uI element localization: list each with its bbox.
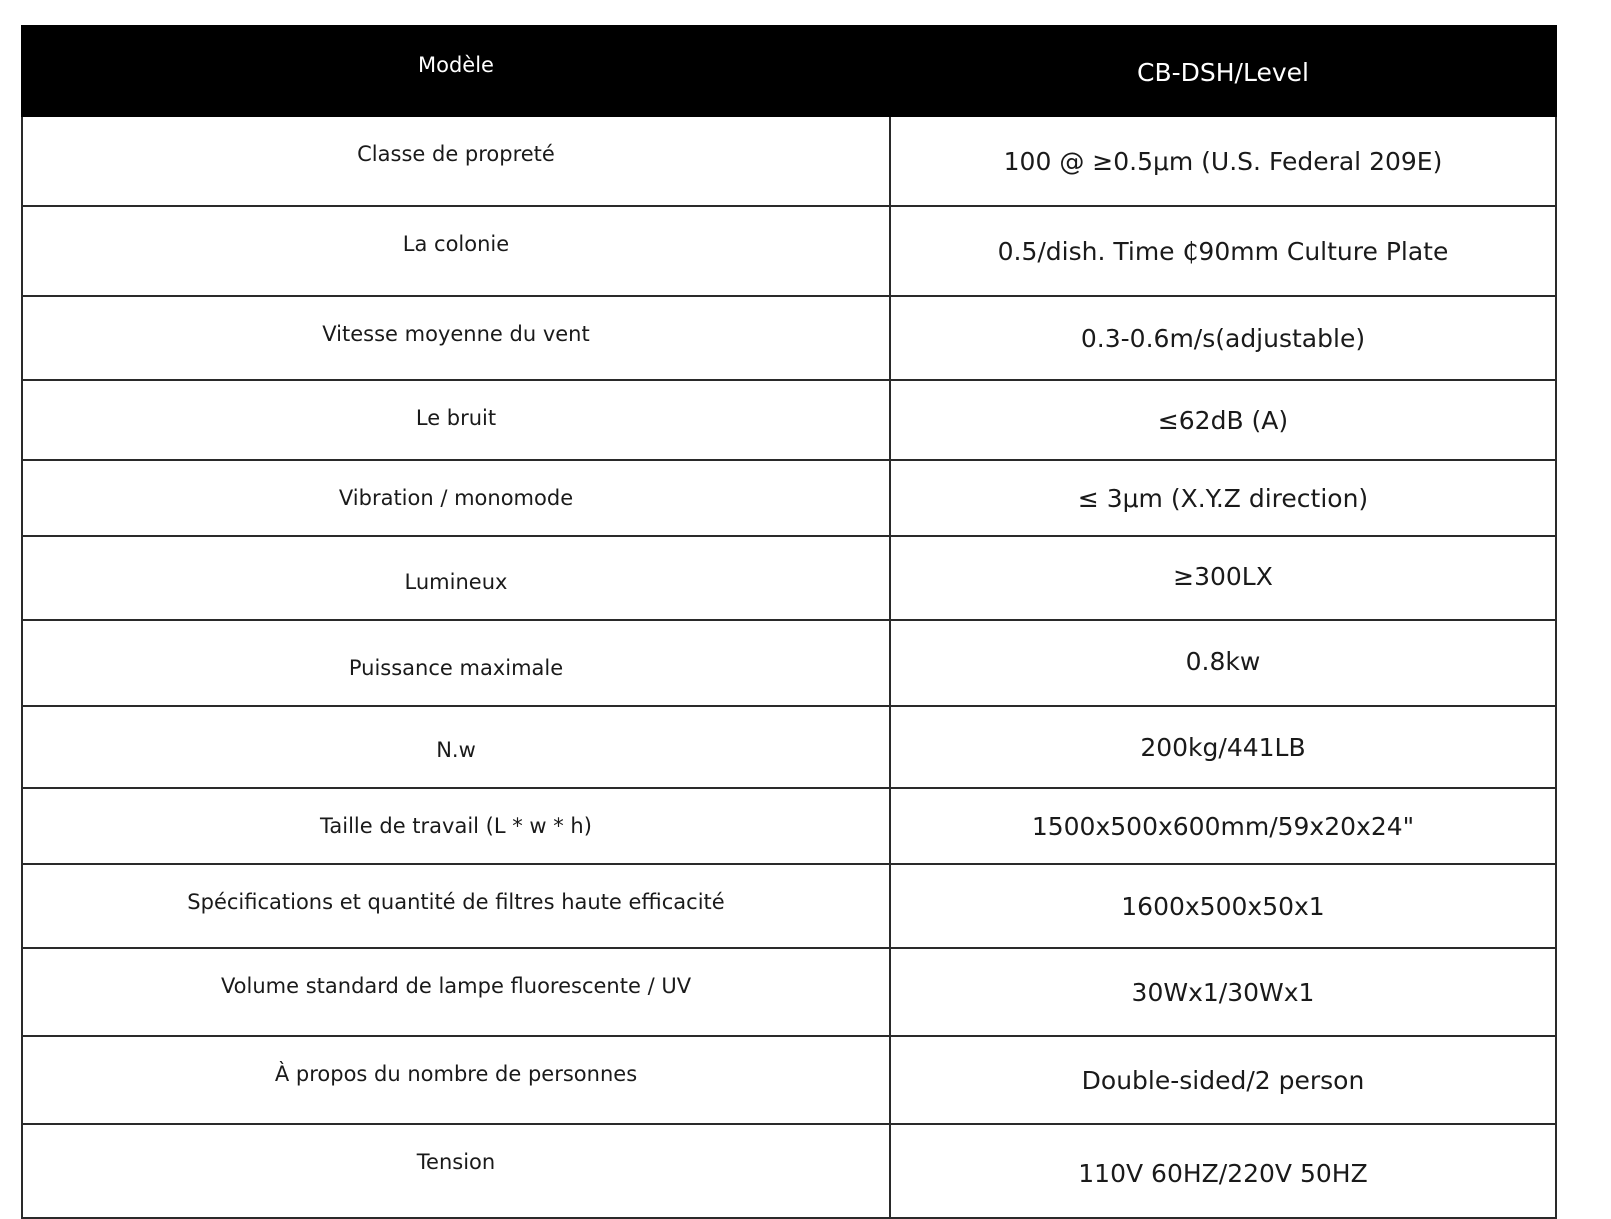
- row-value: ≤62dB (A): [890, 380, 1556, 460]
- row-value: 110V 60HZ/220V 50HZ: [890, 1124, 1556, 1218]
- row-value: ≤ 3μm (X.Y.Z direction): [890, 460, 1556, 536]
- table-row: [22, 948, 1556, 1036]
- row-value: 0.5/dish. Time ₵90mm Culture Plate: [890, 206, 1556, 296]
- header-row: [22, 26, 1556, 116]
- row-label: Spécifications et quantité de filtres haute efficacité: [22, 864, 890, 948]
- row-label: Vibration / monomode: [22, 460, 890, 536]
- table-row: [22, 864, 1556, 948]
- row-label: Puissance maximale: [22, 620, 890, 706]
- row-label: Tension: [22, 1124, 890, 1218]
- row-value: Double-sided/2 person: [890, 1036, 1556, 1124]
- spec-table: [21, 25, 1557, 1219]
- row-label: Volume standard de lampe fluorescente / UV: [22, 948, 890, 1036]
- table-row: [22, 706, 1556, 788]
- row-label: À propos du nombre de personnes: [22, 1036, 890, 1124]
- row-value: 1500x500x600mm/59x20x24": [890, 788, 1556, 864]
- row-label: Vitesse moyenne du vent: [22, 296, 890, 380]
- table-body: [22, 116, 1556, 1218]
- row-label: La colonie: [22, 206, 890, 296]
- row-value: 200kg/441LB: [890, 706, 1556, 788]
- row-value: 1600x500x50x1: [890, 864, 1556, 948]
- row-label: Le bruit: [22, 380, 890, 460]
- header-model-value: CB-DSH/Level: [890, 26, 1556, 116]
- table-row: [22, 1124, 1556, 1218]
- table-row: [22, 460, 1556, 536]
- header-model-label: Modèle: [22, 26, 890, 116]
- table-row: [22, 620, 1556, 706]
- table-row: [22, 296, 1556, 380]
- row-label: Classe de propreté: [22, 116, 890, 206]
- row-label: Lumineux: [22, 536, 890, 620]
- table-row: [22, 206, 1556, 296]
- row-label: Taille de travail (L * w * h): [22, 788, 890, 864]
- row-value: 0.8kw: [890, 620, 1556, 706]
- table-header: [22, 26, 1556, 116]
- row-value: 30Wx1/30Wx1: [890, 948, 1556, 1036]
- row-value: 100 @ ≥0.5μm (U.S. Federal 209E): [890, 116, 1556, 206]
- table-row: [22, 1036, 1556, 1124]
- table-row: [22, 116, 1556, 206]
- table-row: [22, 536, 1556, 620]
- table-row: [22, 380, 1556, 460]
- row-label: N.w: [22, 706, 890, 788]
- row-value: ≥300LX: [890, 536, 1556, 620]
- row-value: 0.3-0.6m/s(adjustable): [890, 296, 1556, 380]
- table-row: [22, 788, 1556, 864]
